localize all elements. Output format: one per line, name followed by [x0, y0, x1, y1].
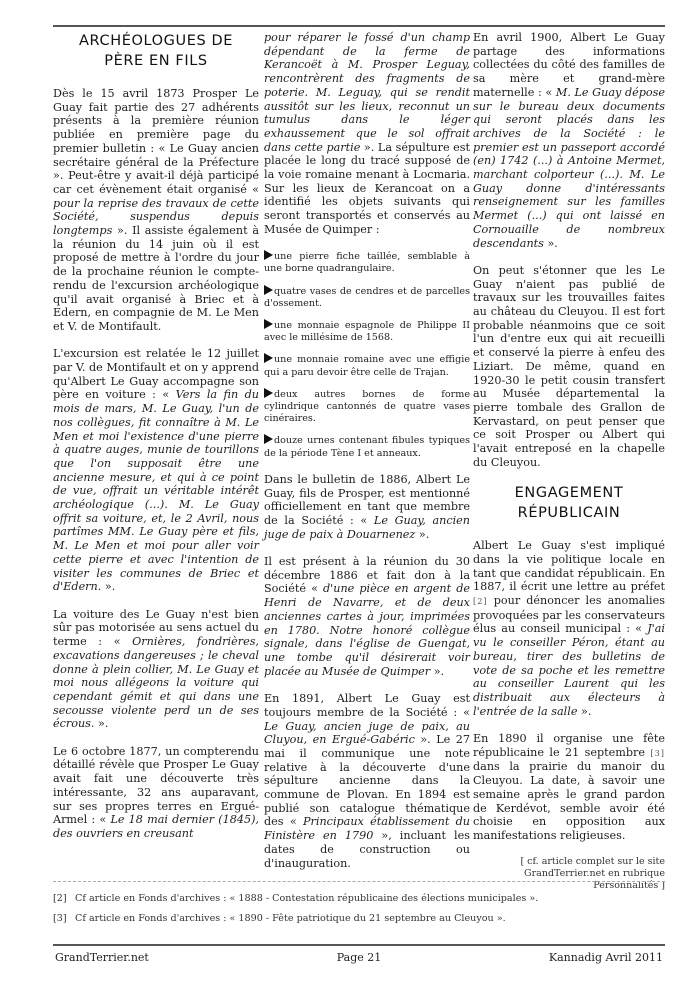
triangle-bullet-icon — [264, 353, 273, 363]
column-3 — [473, 31, 665, 892]
triangle-bullet-icon — [264, 319, 273, 329]
triangle-bullet-icon — [264, 250, 273, 260]
paragraph: La voiture des Le Guay n'est bien sûr pas motorisée au sens actuel du terme : « Ornières, fondrières, excavations dangereuses ; le cheval donne à plein collier, M. Le Guay et moi nous allégeons la voiture qui cependant gémit et qui dans une secousse violente perd un de ses écrous. ». — [53, 607, 259, 731]
paragraph: En 1890 il organise une fête républicaine le 21 septembre [3] dans la prairie du manoir du Cleuyou. La date, à savoir une semaine après le grand pardon de Kerdévot, semble avoir été choisie en opposition aux manifestations religieuses. — [473, 732, 665, 842]
paragraph: On peut s'étonner que les Le Guay n'aient pas publié de travaux sur les trouvailles faites au château du Cleuyou. Il est fort probable néanmoins que ce soit l'un d'entre eux qui ait recueilli et conservé la pierre à enfeu des Liziart. De même, quand en 1920-30 le petit cousin transfert au Musée départemental la pierre tombale des Grallon de Kervastard, on peut penser que ce soit Prosper ou Albert qui l'avait entreposé en la chapelle du Cleuyou. — [473, 263, 665, 469]
paragraph: L'excursion est relatée le 12 juillet par V. de Montifault et on y apprend qu'Albert Le Guay accompagne son père en voiture : « Vers la fin du mois de mars, M. Le Guay, l'un de nos collègues, fit connaître à M. Le Men et moi l'existence d'une pierre à quatre auges, munie de tourillons que l'on supposait être une ancienne mesure, et qui à ce point de vue, offrait un véritable intérêt archéologique (...). M. Le Guay offrit sa voiture, et, le 2 Avril, nous partîmes MM. Le Guay père et fils, M. Le Men et moi pour aller voir cette pierre et avec l'intention de visiter les communes de Briec et d'Edern. ». — [53, 347, 259, 594]
list-item: douze urnes contenant fibules typiques de la période Tène I et anneaux. — [264, 435, 470, 459]
paragraph: pour réparer le fossé d'un champ dépendant de la ferme de Kerancoët à M. Prosper Leguay, rencontrèrent des fragments de poterie. M. Leguay, qui se rendit aussitôt sur les lieux, reconnut un tumulus dans le léger exhaussement que le sol offrait dans cette partie ». La sépulture est placée le long du tracé supposé de la voie romaine menant à Locmaria. Sur les lieux de Kerancoat on a identifié les objets suivants qui seront transportés et conservés au Musée de Quimper : — [264, 31, 471, 236]
triangle-bullet-icon — [264, 285, 273, 295]
paragraph: En avril 1900, Albert Le Guay partage des informations collectées du côté des familles de sa mère et grand-mère maternelle : « M. Le Guay dépose sur le bureau deux documents qui seront placés dans les archives de la Société : le premier est un passeport accordé (en) 1742 (...) à Antoine Mermet, marchant colporteur (...). M. Le Guay donne d'intéressants renseignement sur les familles Mermet (...) qui ont laissé en Cornouaille de nombreux descendants ». — [473, 31, 665, 250]
footnote-separator — [53, 881, 665, 882]
section-heading-engagement: ENGAGEMENT RÉPUBLICAIN — [514, 485, 624, 522]
list-item: une monnaie espagnole de Philippe II avec le millésime de 1568. — [264, 320, 470, 344]
triangle-bullet-icon — [264, 434, 273, 444]
footer-issue: Kannadig Avril 2011 — [548, 951, 663, 964]
cf-note: [ cf. article complet sur le site GrandTerrier.net en rubrique Personnalités ] — [520, 856, 665, 892]
paragraph: Dès le 15 avril 1873 Prosper Le Guay fait partie des 27 adhérents présents à la première réunion publiée en première page du premier bulletin : « Le Guay ancien secrétaire général de la Préfecture ». Peut-être y avait-il déjà participé car cet évènement était organisé « pour la reprise des travaux de cette Société, suspendus depuis longtemps ». Il assiste également à la réunion du 14 juin où il est proposé de mettre à l'ordre du jour de la prochaine réunion le compte-rendu de l'excursion archéologique qu'il avait organisé à Briec et à Edern, en compagnie de M. Le Men et V. de Montifault. — [53, 87, 259, 333]
top-rule — [53, 25, 665, 27]
paragraph: Dans le bulletin de 1886, Albert Le Guay, fils de Prosper, est mentionné officiellement en tant que membre de la Société : « Le Guay, ancien juge de paix à Douarnenez ». — [264, 472, 470, 541]
column-2 — [264, 31, 470, 884]
newsletter-page — [53, 0, 665, 990]
column-1 — [53, 31, 259, 854]
paragraph: Albert Le Guay s'est impliqué dans la vie politique locale en tant que candidat républicain. En 1887, il écrit une lettre au préfet [2] pour dénoncer les anomalies provoquées par les conservateurs élus au conseil municipal : « J'ai vu le conseiller Péron, étant au bureau, tirer des bulletins de vote de sa poche et les remettre au conseiller Laurent qui les distribuait aux électeurs à l'entrée de la salle ». — [473, 539, 665, 718]
paragraph: Il est présent à la réunion du 30 décembre 1886 et fait don à la Société « d'une pièce en argent de Henri de Navarre, et de deux anciennes cartes à jour, imprimées en 1780. Notre honoré collègue signale, dans l'église de Guengat, une tombe qu'il désirerait voir placée au Musée de Quimper ». — [264, 555, 470, 678]
footnote-ref[interactable]: [3] — [650, 747, 665, 758]
footnote-3: [3] Cf article en Fonds d'archives : « 1890 - Fête patriotique du 21 septembre au Cleuyou ». — [53, 913, 506, 924]
footnote-2: [2] Cf article en Fonds d'archives : « 1888 - Contestation républicaine des élections municipales ». — [53, 893, 539, 904]
triangle-bullet-icon — [264, 388, 273, 398]
bottom-rule — [53, 944, 665, 946]
list-item: une pierre fiche taillée, semblable à une borne quadrangulaire. — [264, 251, 470, 275]
footer-page-number: Page 21 — [336, 951, 382, 964]
list-item: quatre vases de cendres et de parcelles d'ossement. — [264, 285, 470, 309]
section-heading-archeologues: ARCHÉOLOGUES DE PÈRE EN FILS — [79, 33, 233, 69]
paragraph: En 1891, Albert Le Guay est toujours membre de la Société : « Le Guay, ancien juge de paix, au Cluyou, en Ergué-Gabéric ». Le 27 mai il communique une note relative à la découverte d'une sépulture ancienne dans la commune de Plovan. En 1894 est publié son catalogue thématique des « Principaux établissement du Finistère en 1790 », incluant les dates de construction ou d'inauguration. — [264, 692, 471, 870]
list-item: une monnaie romaine avec une effigie qui a paru devoir être celle de Trajan. — [264, 354, 470, 378]
footer-site: GrandTerrier.net — [55, 951, 149, 964]
paragraph: Le 6 octobre 1877, un compterendu détaillé révèle que Prosper Le Guay avait fait une découverte très intéressante, 32 ans auparavant, sur ses propres terres en Ergué-Armel : « Le 18 mai dernier (1845), des ouvriers en creusant — [53, 744, 259, 840]
footnote-ref[interactable]: [2] — [473, 595, 488, 606]
list-item: deux autres bornes de forme cylindrique cantonnés de quatre vases cinéraires. — [264, 388, 470, 425]
